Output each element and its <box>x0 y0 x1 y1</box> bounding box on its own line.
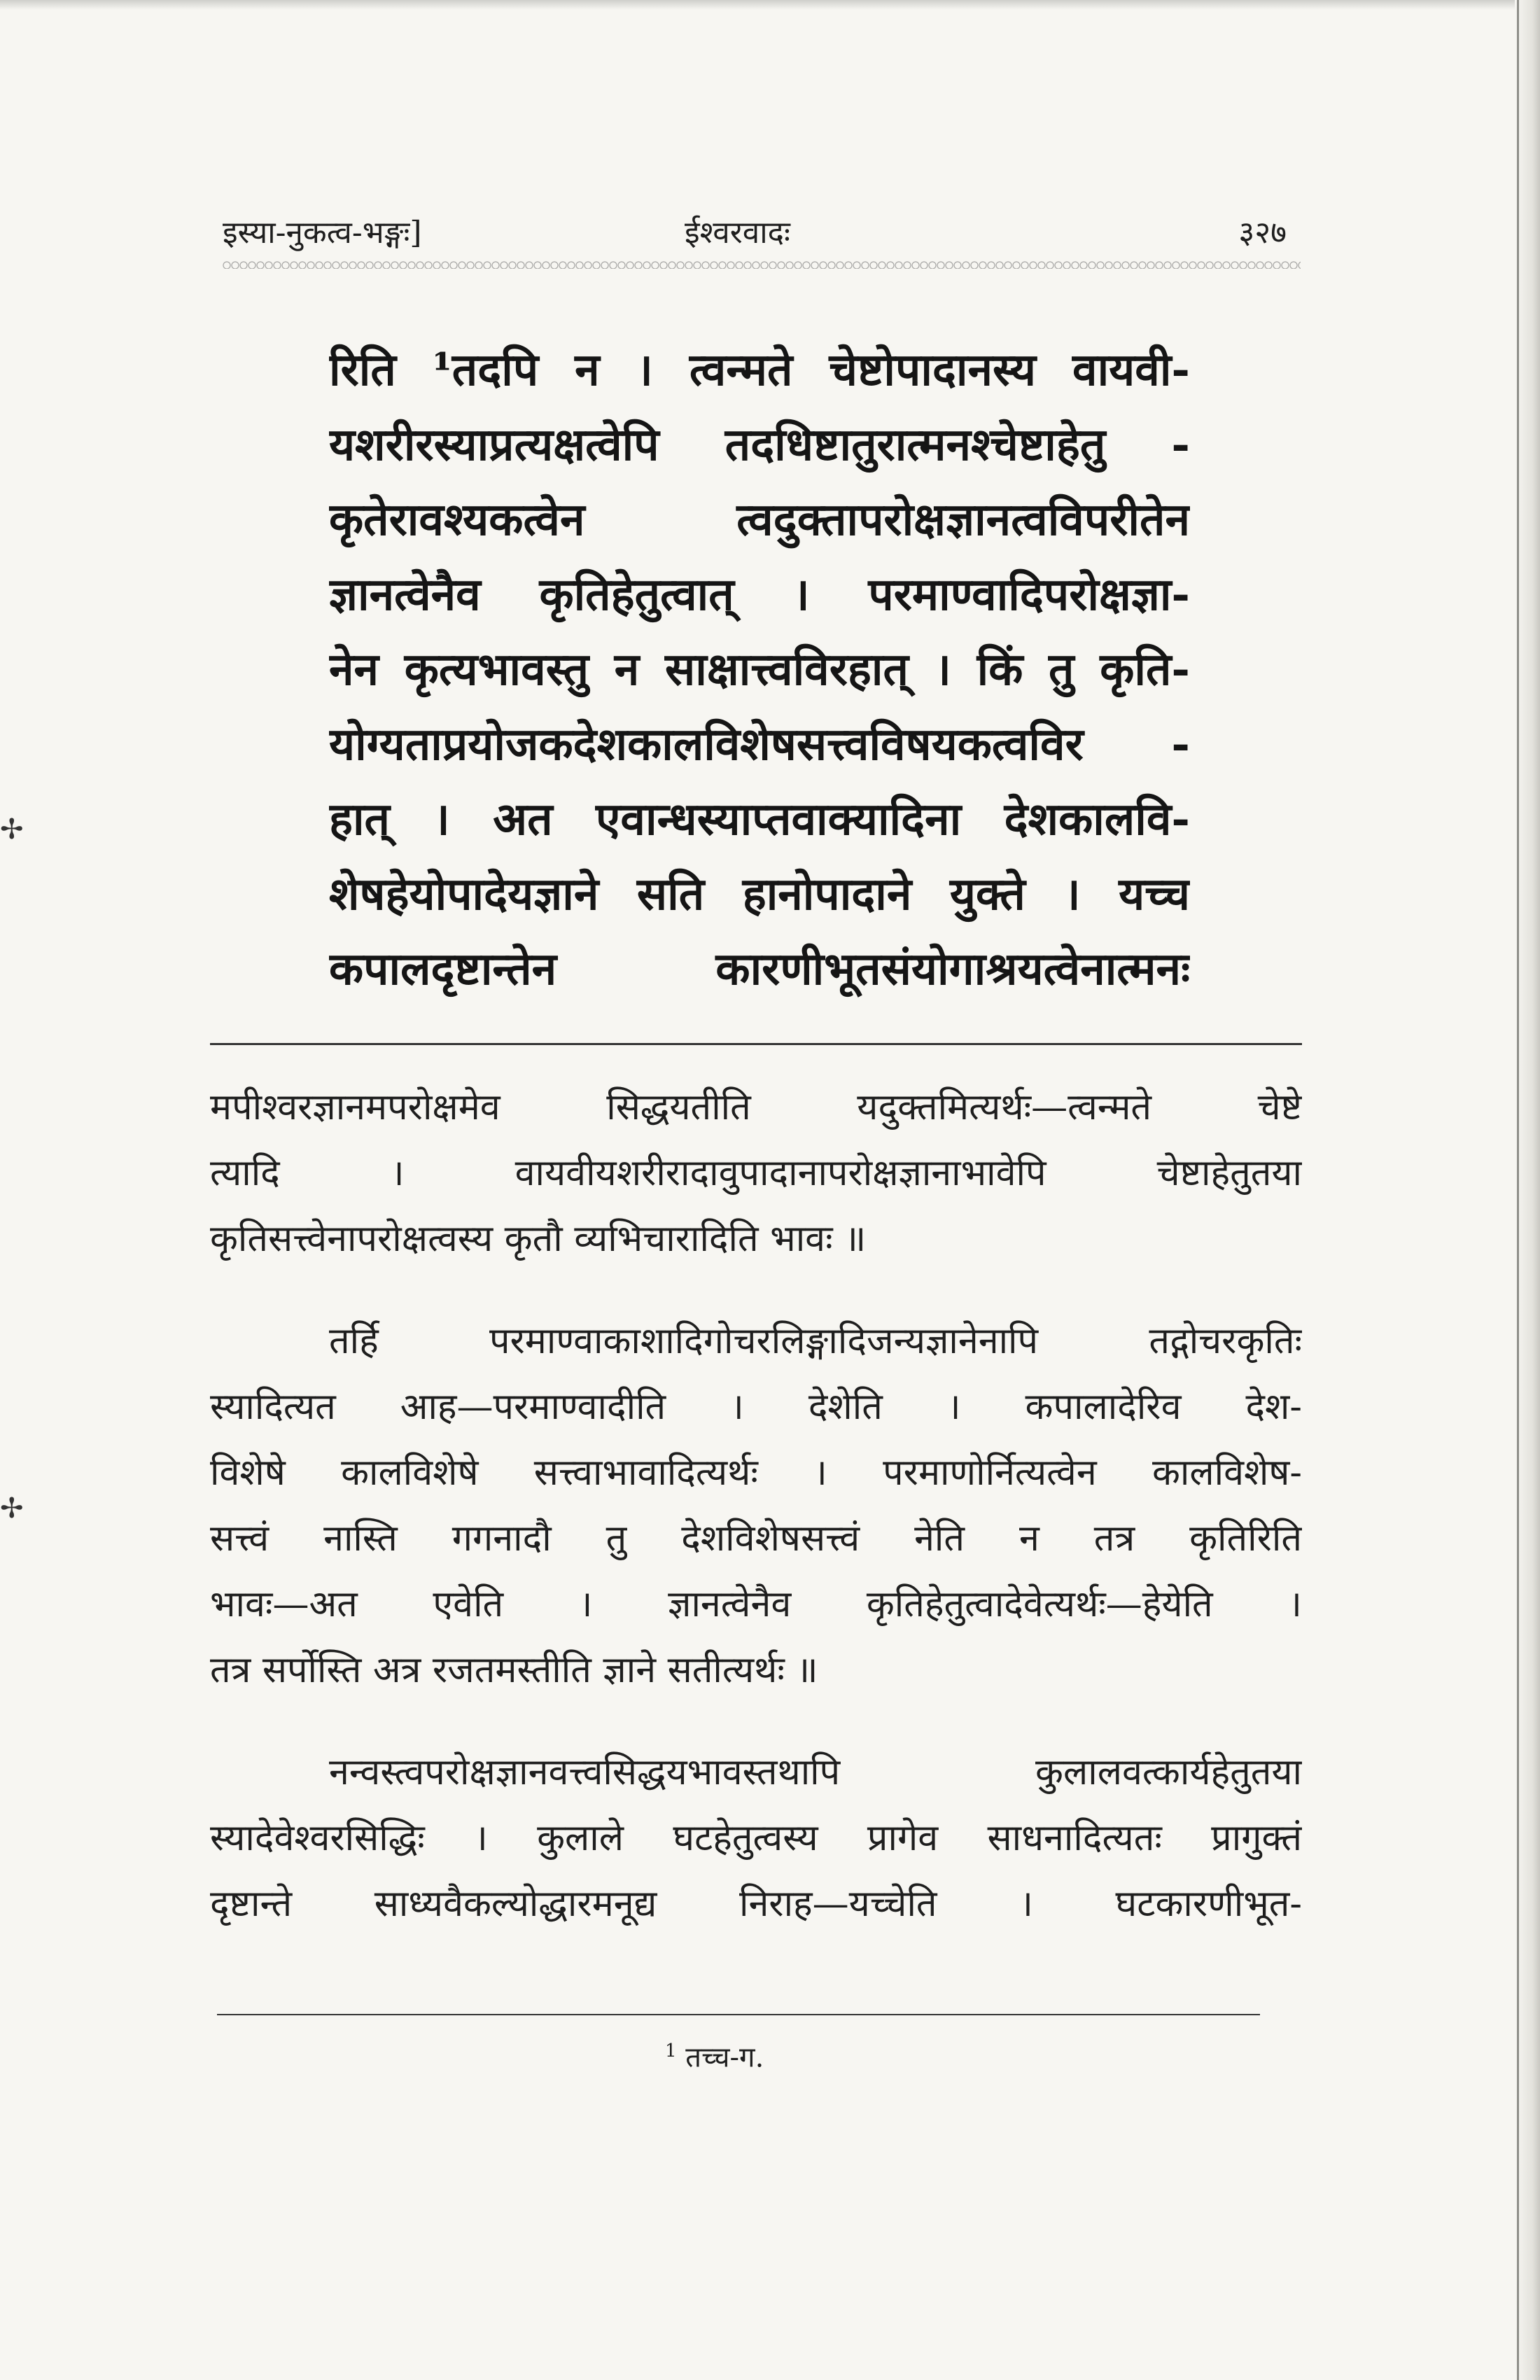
header-wavy-rule <box>223 259 1301 269</box>
main-text-line: शेषहेयोपादेयज्ञाने सति हानोपादाने युक्ते । यच्च <box>329 868 1190 920</box>
text-commentary-divider <box>210 1043 1302 1045</box>
main-text-line: रिति ¹तदपि न । त्वन्मते चेष्टोपादानस्य वायवी- <box>329 344 1190 396</box>
commentary-text <box>210 1074 1302 1937</box>
commentary-line: तर्हि परमाण्वाकाशादिगोचरलिङ्गादिजन्यज्ञानेनापि तद्गोचरकृतिः <box>329 1320 1302 1362</box>
main-text-line: योग्यताप्रयोजकदेशकालविशेषसत्त्वविषयकत्वविर - <box>329 718 1190 771</box>
main-text-line: ज्ञानत्वेनैव कृतिहेतुत्वात् । परमाण्वादिपरोक्षज्ञा- <box>329 568 1190 621</box>
main-text-line: कृतेरावश्यकत्वेन त्वदुक्तापरोक्षज्ञानत्वविपरीतेन <box>329 493 1190 546</box>
footnote <box>665 2030 945 2078</box>
commentary-line: मपीश्वरज्ञानमपरोक्षमेव सिद्धयतीति यदुक्तमित्यर्थः—त्वन्मते चेष्टे <box>210 1086 1302 1128</box>
main-text-line: कपालदृष्टान्तेन कारणीभूतसंयोगाश्रयत्वेनात्मनः <box>329 943 1190 995</box>
commentary-line: नन्वस्त्वपरोक्षज्ञानवत्त्वसिद्धयभावस्तथापि कुलालवत्कार्यहेतुतया <box>329 1751 1302 1793</box>
commentary-line: स्यादित्यत आह—परमाण्वादीति । देशेति । कपालादेरिव देश- <box>210 1386 1302 1428</box>
main-text-line: हात् । अत एवान्धस्याप्तवाक्यादिना देशकालवि- <box>329 793 1190 846</box>
commentary-line: दृष्टान्ते साध्यवैकल्योद्धारमनूद्य निराह—यच्चेति । घटकारणीभूत- <box>210 1883 1302 1925</box>
commentary-line: स्यादेवेश्वरसिद्धिः । कुलाले घटहेतुत्वस्य प्रागेव साधनादित्यतः प्रागुक्तं <box>210 1817 1302 1859</box>
commentary-line: भावः—अत एवेति । ज्ञानत्वेनैव कृतिहेतुत्वादेवेत्यर्थः—हेयेति । <box>210 1583 1302 1625</box>
main-text-line: नेन कृत्यभावस्तु न साक्षात्त्वविरहात् । किं तु कृति- <box>329 643 1190 696</box>
commentary-line: सत्त्वं नास्ति गगनादौ तु देशविशेषसत्त्वं नेति न तत्र कृतिरिति <box>210 1518 1302 1560</box>
margin-binding-mark: ✢ <box>0 813 24 846</box>
margin-binding-mark: ✢ <box>0 1492 24 1525</box>
page-top-edge <box>0 0 1540 10</box>
main-verse-text <box>329 332 1190 1007</box>
header-chapter-title: ईश्वरवादः <box>685 215 790 251</box>
footnote-text: तच्च-ग. <box>685 2041 764 2074</box>
page-number: ३२७ <box>1238 215 1287 251</box>
footnote-marker: 1 <box>665 2040 677 2062</box>
commentary-line: विशेषे कालविशेषे सत्त्वाभावादित्यर्थः । परमाणोर्नित्यत्वेन कालविशेष- <box>210 1452 1302 1494</box>
commentary-line: तत्र सर्पोस्ति अत्र रजतमस्तीति ज्ञाने सतीत्यर्थः ॥ <box>210 1649 818 1691</box>
header-section-title: इस्या-नुकत्व-भङ्गः] <box>223 215 422 251</box>
footnote-divider <box>217 2014 1260 2015</box>
running-header <box>223 209 1287 258</box>
binding-line <box>1517 0 1519 2380</box>
commentary-line: त्यादि । वायवीयशरीरादावुपादानापरोक्षज्ञानाभावेपि चेष्टाहेतुतया <box>210 1152 1302 1194</box>
commentary-line: कृतिसत्त्वेनापरोक्षत्वस्य कृतौ व्यभिचारादिति भावः ॥ <box>210 1218 867 1260</box>
main-text-line: यशरीरस्याप्रत्यक्षत्वेपि तदधिष्टातुरात्मनश्चेष्टाहेतु - <box>329 419 1190 471</box>
